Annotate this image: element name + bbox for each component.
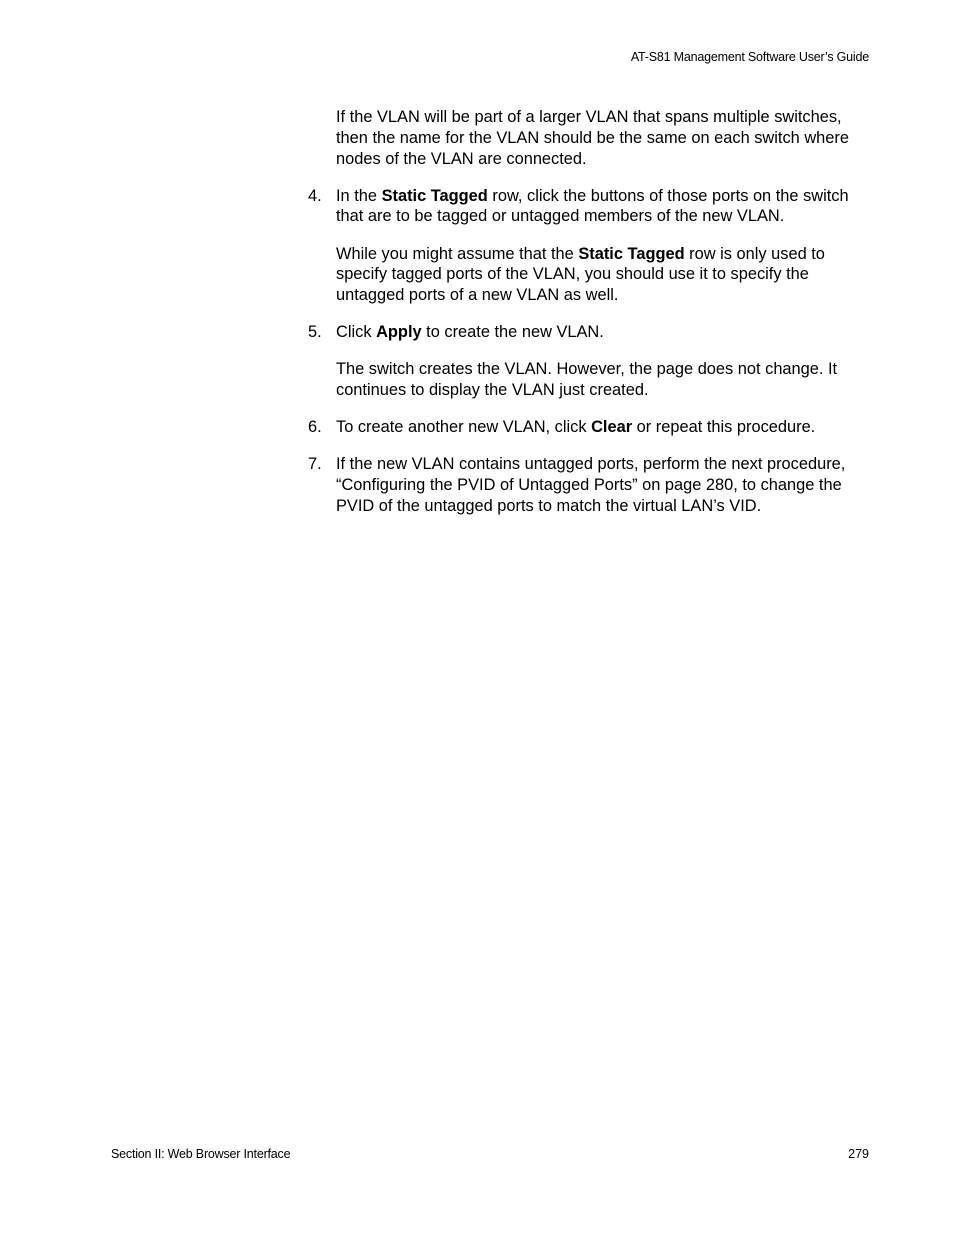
running-header: AT-S81 Management Software User’s Guide <box>630 50 869 64</box>
step-number: 7. <box>308 455 322 474</box>
step-number: 4. <box>308 186 322 205</box>
step-text-part: Click <box>336 323 377 342</box>
step-number: 6. <box>308 418 322 437</box>
step-number: 5. <box>308 323 322 342</box>
note-text-part: row is only used to specify tagged ports of the VLAN, you should use it to specify the untagged ports of a new VLAN as well. <box>336 244 825 305</box>
step-4 <box>308 186 874 228</box>
intro-paragraph: If the VLAN will be part of a larger VLAN that spans multiple switches, then the name for the VLAN should be the same on each switch where nodes of the VLAN are connected. <box>336 108 849 168</box>
ui-term: Static Tagged <box>578 244 685 263</box>
step-text-part: To create another new VLAN, click <box>336 418 592 437</box>
step-text-part: or repeat this procedure. <box>632 418 816 437</box>
step-text-part: In the <box>336 186 382 205</box>
step-6 <box>308 417 874 438</box>
ui-term: Clear <box>591 418 633 437</box>
footer-section-title: Section II: Web Browser Interface <box>111 1147 291 1161</box>
step-5 <box>308 322 874 343</box>
ui-term: Static Tagged <box>381 186 488 205</box>
step-text-part: row, click the buttons of those ports on the switch that are to be tagged or untagged members of the new VLAN. <box>336 186 849 226</box>
ui-term: Apply <box>376 323 422 342</box>
page-content <box>308 107 874 533</box>
step-text <box>336 186 874 228</box>
note-text-part: While you might assume that the <box>336 244 579 263</box>
footer-page-number: 279 <box>848 1147 869 1161</box>
step-4-note <box>336 244 874 306</box>
step-7 <box>308 454 874 516</box>
step-5-note: The switch creates the VLAN. However, the page does not change. It continues to display the VLAN just created. <box>336 360 838 400</box>
step-text: If the new VLAN contains untagged ports, perform the next procedure, “Configuring the PVID of Untagged Ports” on page 280, to change the PVID of the untagged ports to match the virtual LAN’s VID. <box>336 455 846 515</box>
step-text-part: to create the new VLAN. <box>421 323 604 342</box>
step-text <box>336 322 874 343</box>
step-text <box>336 417 874 438</box>
